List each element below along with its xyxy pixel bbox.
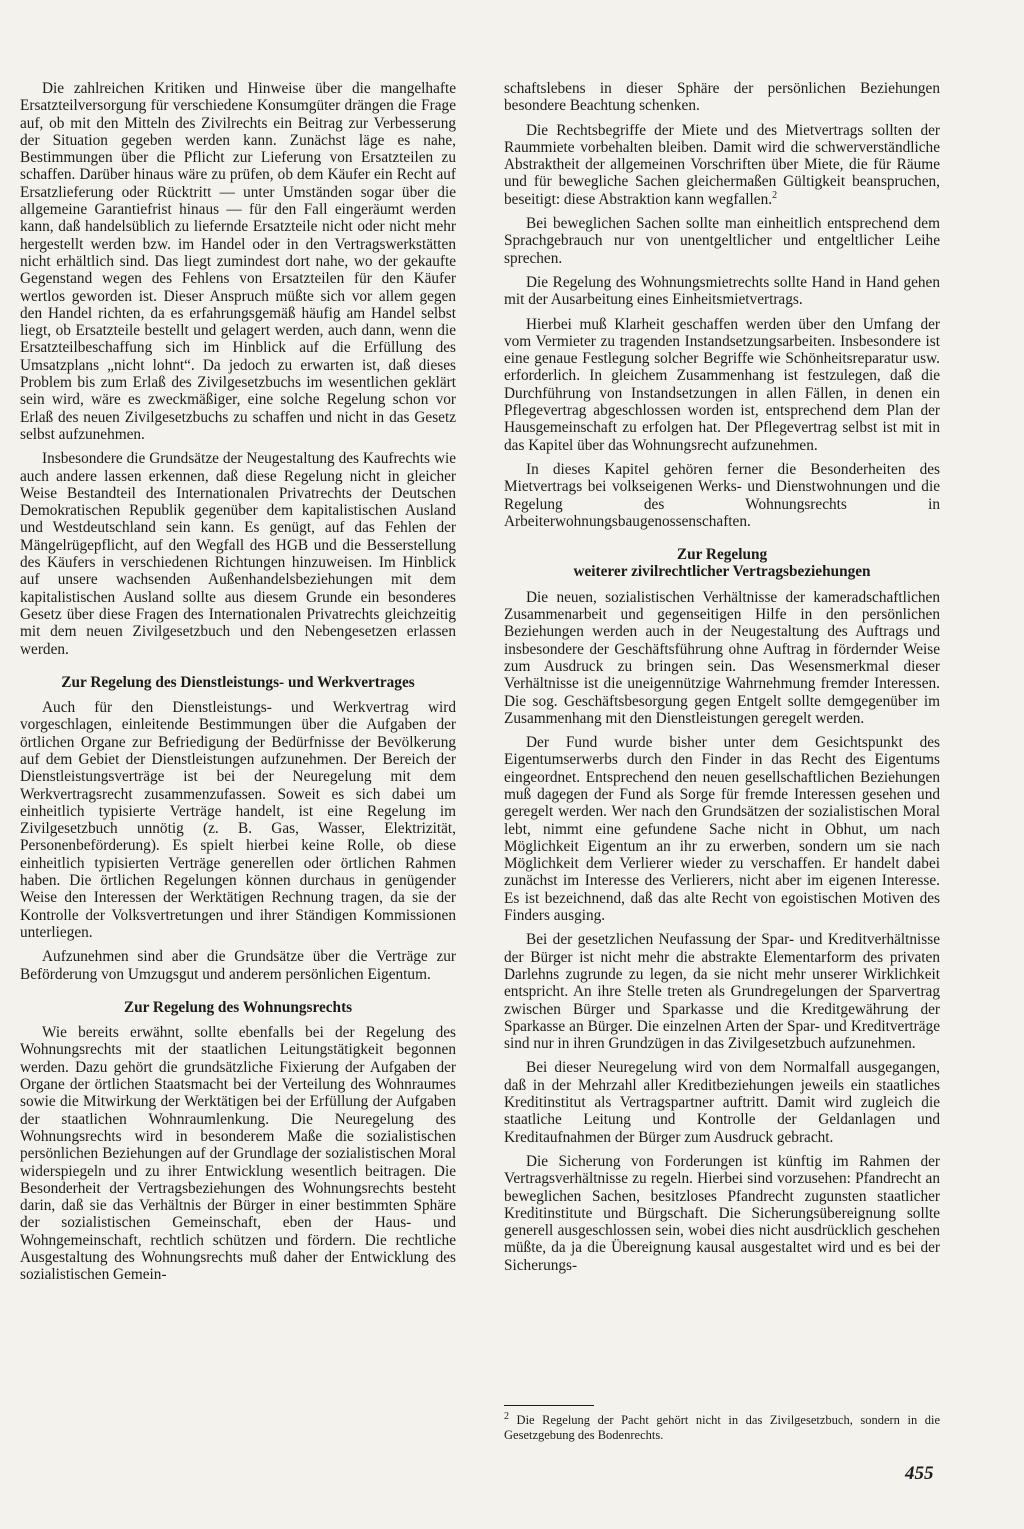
section-heading (504, 546, 940, 581)
left-column (20, 80, 456, 1291)
paragraph: Die Sicherung von Forderungen ist künftig im Rahmen der Vertragsverhältnisse zu regeln. Hierbei sind vorzusehen: Pfandrecht an beweglichen Sachen, besitzloses Pfandrecht zugunsten staatlicher Kreditinstitute und Bürgschaft. Die Sicherungsübereignung sollte generell ausgeschlossen sein, wobei dies nicht ausdrücklich geschehen müßte, da ja die Übereignung kausal ausgestaltet wird und es bei der Sicherungs- (504, 1152, 940, 1274)
paragraph: Wie bereits erwähnt, sollte ebenfalls bei der Regelung des Wohnungsrechts mit der staatlichen Leitungstätigkeit begonnen werden. Dazu gehört die grundsätzliche Fixierung der Aufgaben der Organe der örtlichen Staatsmacht bei der Verteilung des Wohnraumes sowie die Mitwirkung der Werktätigen bei der Erfüllung der Aufgaben der staatlichen Wohnraumlenkung. Die Neuregelung des Wohnungsrechts wird in besonderem Maße die sozialistischen persönlichen Beziehungen auf der Grundlage der sozialistischen Moral widerspiegeln und zu ihrer Entwicklung wesentlich beitragen. Die Besonderheit der Vertragsbeziehungen des Wohnungsrechts besteht darin, daß sie das Verhältnis der Bürger in einer bestimmten Sphäre der sozialistischen Gemeinschaft, eben der Haus- und Wohngemeinschaft, rechtlich schützen und fördern. Die rechtliche Ausgestaltung des Wohnungsrechts muß daher der Entwicklung des sozialistischen Gemein- (20, 1024, 456, 1284)
footnote-marker: 2 (504, 1410, 509, 1422)
paragraph: Bei der gesetzlichen Neufassung der Spar- und Kreditverhältnisse der Bürger ist nicht mehr die abstrakte Elementarform des privaten Darlehns zugrunde zu legen, da sie nicht mehr unserer Wirklichkeit entspricht. An ihre Stelle treten als Grundregelungen der Sparvertrag zwischen Bürger und Sparkasse und die Kreditgewährung der Sparkasse an Bürger. Die einzelnen Arten der Spar- und Kreditverträge sind nur in ihren Grundzügen in das Zivilgesetzbuch aufzunehmen. (504, 931, 940, 1053)
footnote-rule (504, 1405, 594, 1406)
paragraph-text: Die Rechtsbegriffe der Miete und des Mietvertrags sollten der Raummiete vorbehalten bleiben. Damit wird die schwerverständliche Abstraktheit der allgemeinen Vorschriften über Miete, die für Räume und für bewegliche Sachen gleichermaßen Gültigkeit beanspruchen, beseitigt: diese Abstraktion kann wegfallen. (504, 121, 940, 208)
paragraph: Aufzunehmen sind aber die Grundsätze über die Verträge zur Beförderung von Umzugsgut und anderem persönlichen Eigentum. (20, 948, 456, 983)
paragraph: Die zahlreichen Kritiken und Hinweise über die mangelhafte Ersatzteilversorgung für verschiedene Konsumgüter drängen die Frage auf, ob mit den Mitteln des Zivilrechts ein Beitrag zur Verbesserung der Situation gegeben werden kann. Zunächst läge es nahe, Bestimmungen über die Pflicht zur Lieferung von Ersatzteilen zu schaffen. Darüber hinaus wäre zu prüfen, ob dem Käufer ein Recht auf Ersatzlieferung oder Rücktritt — unter Umständen sogar über die allgemeine Garantiefrist hinaus — für den Fall eingeräumt werden kann, daß handelsüblich zu liefernde Ersatzteile nicht oder nicht mehr hergestellt werden bzw. im Handel oder in den Vertragswerkstätten nicht erhältlich sind. Das liegt zumindest dort nahe, wo der gekaufte Gegenstand wegen des Fehlens von Ersatzteilen für den Käufer wertlos geworden ist. Dieser Anspruch müßte sich vor allem gegen den Handel richten, da es erfahrungsgemäß häufig am Handel selbst liegt, ob Ersatzteile bestellt und gelagert werden, auch dann, wenn die Ersatzteilbeschaffung sich im Hinblick auf die Erfüllung des Umsatzplans „nicht lohnt“. Da jedoch zu erwarten ist, daß dieses Problem bis zum Erlaß des Zivilgesetzbuchs im wesentlichen geklärt sein wird, wäre es zweckmäßiger, eine solche Regelung schon vor Erlaß des neuen Zivilgesetzbuchs zu schaffen und nicht in das Gesetz selbst aufzunehmen. (20, 80, 456, 443)
heading-line: Zur Regelung (676, 546, 768, 564)
page-number: 455 (905, 1463, 934, 1484)
footnote-ref: 2 (772, 189, 778, 201)
paragraph: Auch für den Dienstleistungs- und Werkvertrag wird vorgeschlagen, einleitende Bestimmungen über die Aufgaben der örtlichen Organe zur Befriedigung der Bedürfnisse der Bevölkerung auf dem Gebiet der Dienstleistungen aufzunehmen. Der Bereich der Dienstleistungsverträge ist bei der Neuregelung mit dem Werkvertragsrecht zusammenzufassen. Soweit es sich dabei um einheitlich typisierte Verträge handelt, ist eine Regelung im Zivilgesetzbuch unnötig (z. B. Gas, Wasser, Elektrizität, Personenbeförderung). Es spielt hierbei keine Rolle, ob diese einheitlich typisierten Verträge generellen oder örtlichen Rahmen haben. Die örtlichen Regelungen können durchaus in genügender Weise den Interessen der Werktätigen Rechnung tragen, da sie der Kontrolle der Volksvertretungen und ihrer Ständigen Kommissionen unterliegen. (20, 699, 456, 941)
section-heading: Zur Regelung des Wohnungsrechts (123, 998, 353, 1016)
paragraph: Bei dieser Neuregelung wird von dem Normalfall ausgegangen, daß in der Mehrzahl aller Kreditbeziehungen jeweils ein staatliches Kreditinstitut als Vertragspartner auftritt. Damit wird zugleich die staatliche Leitung und Kontrolle der Geldanlagen und Kreditaufnahmen der Bürger zum Ausdruck gebracht. (504, 1059, 940, 1146)
section-heading: Zur Regelung des Dienstleistungs- und Werkvertrages (61, 673, 415, 691)
footnote (504, 1410, 941, 1442)
paragraph: Insbesondere die Grundsätze der Neugestaltung des Kaufrechts wie auch andere lassen erkennen, daß diese Regelung nicht in gleicher Weise Bestandteil des Internationalen Privatrechts der Deutschen Demokratischen Republik gegenüber dem kapitalistischen Ausland und Westdeutschland sein kann. Es genügt, auf das Fehlen der Mängelrügepflicht, auf den Wegfall des HGB und die Besserstellung des Käufers in verschiedenen Richtungen hinzuweisen. Im Hinblick auf unsere wachsenden Außenhandelsbeziehungen mit dem kapitalistischen Ausland sollte aus diesem Grunde ein besonderes Gesetz über diese Fragen des Internationalen Privatrechts gleichzeitig mit dem neuen Zivilgesetzbuch und den Nebengesetzen erlassen werden. (20, 450, 456, 658)
heading-line: weiterer zivilrechtlicher Vertragsbeziehungen (573, 563, 871, 581)
right-column (504, 80, 940, 1281)
paragraph: Die Regelung des Wohnungsmietrechts sollte Hand in Hand gehen mit der Ausarbeitung eines Einheitsmietvertrags. (504, 273, 940, 309)
paragraph: Bei beweglichen Sachen sollte man einheitlich entsprechend dem Sprachgebrauch nur von unentgeltlicher und entgeltlicher Leihe sprechen. (504, 215, 940, 267)
paragraph (504, 122, 940, 208)
paragraph: In dieses Kapitel gehören ferner die Besonderheiten des Mietvertrags bei volkseigenen Werks- und Dienstwohnungen und die Regelung des Wohnungsrechts in Arbeiterwohnungsbaugenossenschaften. (504, 460, 940, 530)
paragraph: Hierbei muß Klarheit geschaffen werden über den Umfang der vom Vermieter zu tragenden Instandsetzungsarbeiten. Insbesondere ist eine genaue Festlegung solcher Begriffe wie Schönheitsreparatur usw. erforderlich. In gleichem Zusammenhang ist festzulegen, daß die Durchführung von Instandsetzungen in allen Fällen, in denen ein Pflegevertrag abgeschlossen worden ist, entsprechend dem Plan der Hausgemeinschaft zu erfolgen hat. Der Pflegevertrag selbst ist mit in das Kapitel über das Wohnungsrecht aufzunehmen. (504, 315, 940, 454)
footnote-text: Die Regelung der Pacht gehört nicht in das Zivilgesetzbuch, sondern in die Gesetzgebung des Bodenrechts. (504, 1413, 941, 1442)
paragraph: schaftslebens in dieser Sphäre der persönlichen Beziehungen besondere Beachtung schenken. (504, 80, 940, 115)
paragraph: Die neuen, sozialistischen Verhältnisse der kameradschaftlichen Zusammenarbeit und gegenseitigen Hilfe in den persönlichen Beziehungen werden auch in der Neugestaltung des Auftrags und insbesondere der Geschäftsführung ohne Auftrag in fördernder Weise zum Ausdruck zu bringen sein. Das Wesensmerkmal dieser Verhältnisse ist die uneigennützige Wahrnehmung fremder Interessen. Die sog. Geschäftsbesorgung gegen Entgelt sollte demgegenüber im Zusammenhang mit den Dienstleistungen geregelt werden. (504, 588, 940, 727)
paragraph: Der Fund wurde bisher unter dem Gesichtspunkt des Eigentumserwerbs durch den Finder in das Recht des Eigentums eingeordnet. Entsprechend den neuen gesellschaftlichen Beziehungen muß dagegen der Fund als Sorge für fremde Interessen gesehen und geregelt werden. Wer nach den Grundsätzen der sozialistischen Moral lebt, nimmt eine gefundene Sache nicht in Obhut, um nach Möglichkeit Eigentum an ihr zu erwerben, sondern um sie nach Möglichkeit dem Verlierer wieder zu verschaffen. Er handelt dabei zunächst im Interesse des Verlierers, nicht aber im eigenen Interesse. Es ist bezeichnend, daß das alte Recht von egoistischen Motiven des Finders ausging. (504, 734, 940, 925)
